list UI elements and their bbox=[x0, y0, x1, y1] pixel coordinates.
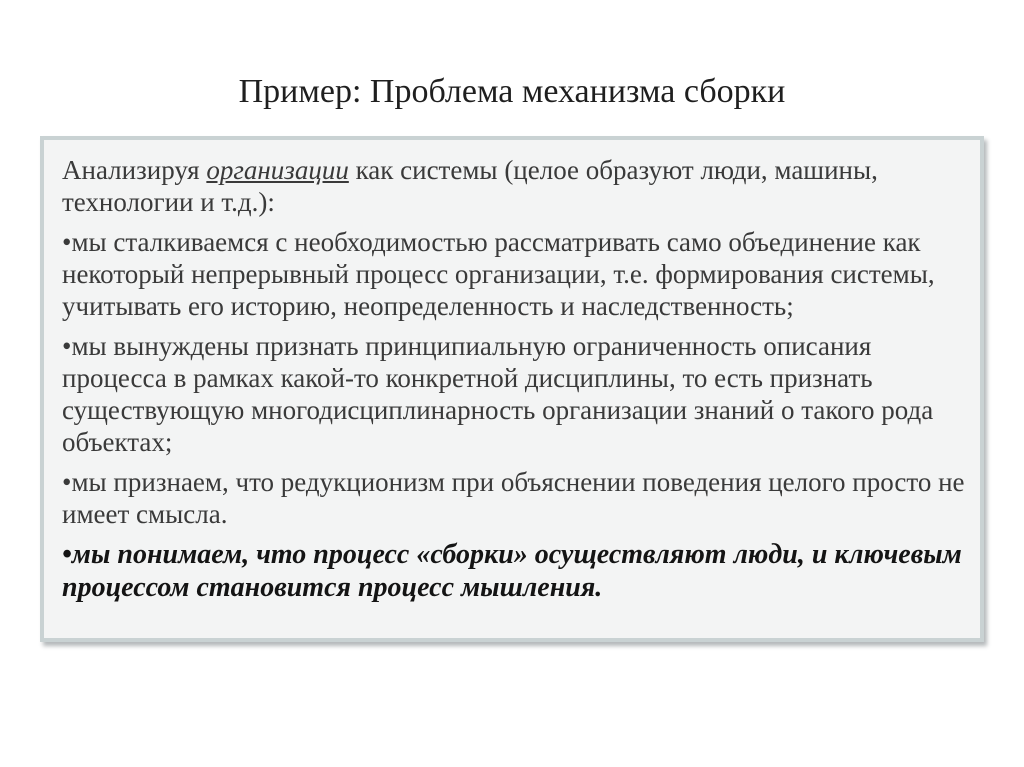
bullet-item: •мы вынуждены признать принципиальную ограниченность описания процесса в рамках какой-то конкретной дисциплины, то есть признать существующую многодисциплинарность организации знаний о такого рода объектах; bbox=[62, 331, 934, 457]
conclusion-bullet: •мы понимаем, что процесс «сборки» осуществляют люди, и ключевым процессом становится процесс мышления. bbox=[62, 539, 962, 603]
bullet-item: •мы признаем, что редукционизм при объяснении поведения целого просто не имеет смысла. bbox=[62, 467, 965, 529]
slide-title: Пример: Проблема механизма сборки bbox=[238, 73, 786, 110]
content-box bbox=[40, 136, 984, 642]
bullet-item: •мы сталкиваемся с необходимостью рассматривать само объединение как некоторый непрерывный процесс организации, т.е. формирования системы, учитывать его историю, неопределенность и наследственность; bbox=[62, 227, 935, 321]
intro-before: Анализируя bbox=[62, 155, 207, 185]
content-text bbox=[62, 154, 972, 612]
intro-after: как системы (целое образуют люди, машины, технологии и т.д.): bbox=[62, 155, 878, 217]
intro-emphasis: организации bbox=[206, 155, 349, 185]
intro-paragraph bbox=[62, 154, 972, 218]
